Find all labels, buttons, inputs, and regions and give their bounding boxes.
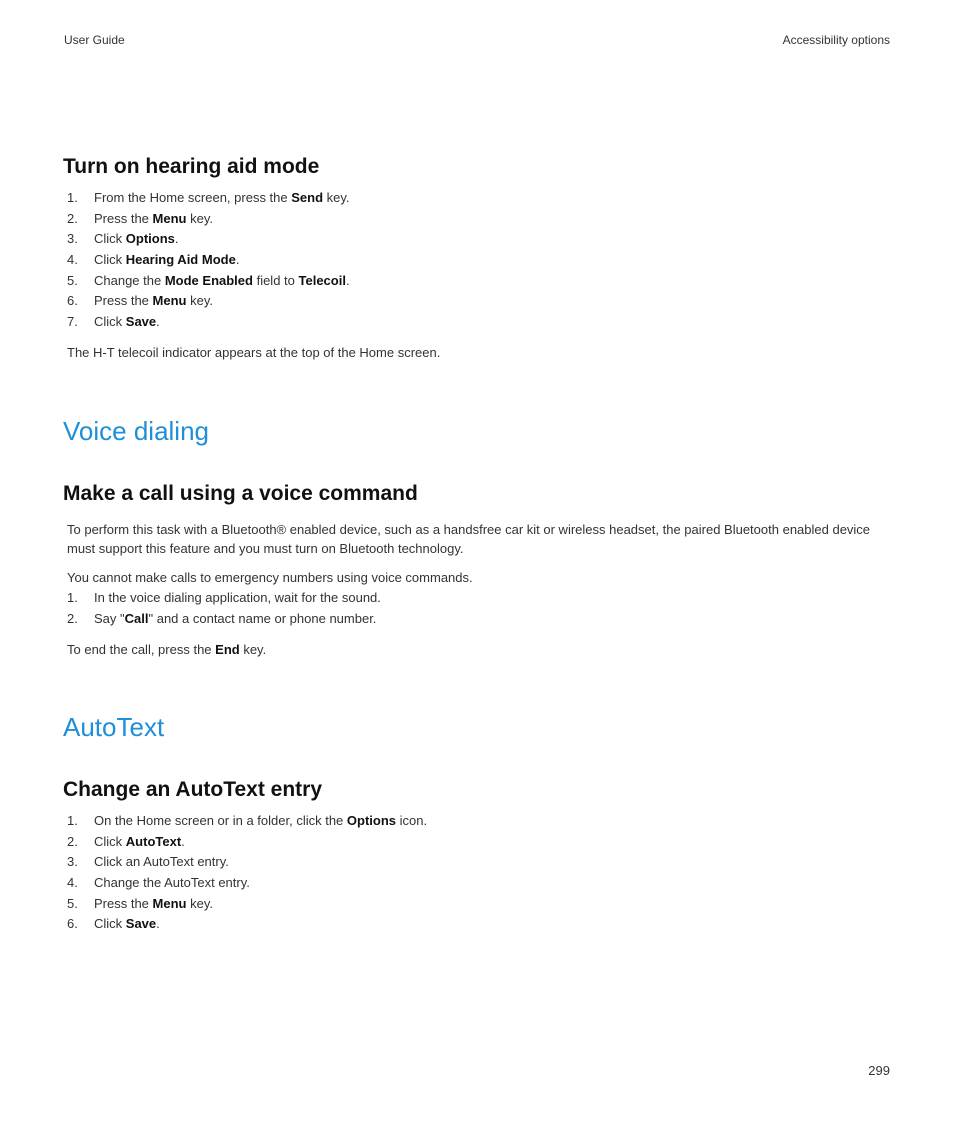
step-number: 3. (67, 854, 78, 870)
step-number: 2. (67, 833, 78, 849)
voice-dialing-note: You cannot make calls to emergency numbers using voice commands. (67, 570, 473, 585)
step-bold: Hearing Aid Mode (125, 252, 236, 268)
step-bold: AutoText (125, 833, 182, 849)
step-number: 2. (67, 210, 78, 226)
running-header-section: Accessibility options (782, 33, 890, 47)
step-text-mid: field to (252, 272, 299, 288)
running-header-title: User Guide (64, 33, 125, 47)
step-text: On the Home screen or in a folder, click the (94, 813, 347, 828)
list-item (67, 852, 427, 873)
step-text-end: . (156, 916, 160, 932)
step-text: Click (94, 916, 126, 932)
heading-autotext: AutoText (63, 712, 165, 742)
hearing-aid-steps (67, 188, 350, 333)
end-key-label: End (215, 642, 240, 657)
voice-dialing-steps (67, 588, 381, 629)
step-text: Say " (94, 610, 125, 626)
step-text: In the voice dialing application, wait for the sound. (94, 590, 381, 605)
end-call-text: To end the call, press the (67, 642, 216, 657)
step-number: 4. (67, 875, 78, 891)
list-item (67, 832, 427, 853)
step-number: 5. (67, 272, 78, 288)
step-number: 5. (67, 895, 78, 911)
step-number: 2. (67, 610, 78, 626)
step-text-end: . (156, 314, 160, 330)
step-number: 6. (67, 916, 78, 932)
step-bold: Options (346, 813, 397, 828)
list-item (67, 271, 350, 292)
step-text-end: key. (186, 210, 213, 226)
list-item (67, 894, 427, 915)
step-text: Click (94, 833, 126, 849)
step-text-end: key. (186, 293, 213, 309)
list-item (67, 873, 427, 894)
step-number: 1. (67, 813, 78, 828)
step-text: Press the (94, 895, 153, 911)
list-item (67, 914, 427, 935)
step-text: From the Home screen, press the (94, 190, 292, 205)
step-text-end: . (235, 252, 240, 268)
step-bold: Mode Enabled (164, 272, 253, 288)
step-bold: Menu (152, 210, 187, 226)
step-text-end: . (181, 833, 185, 849)
heading-make-a-call: Make a call using a voice command (63, 482, 418, 505)
step-number: 1. (67, 590, 78, 605)
step-bold: Save (125, 314, 157, 330)
end-call-text-end: key. (239, 642, 267, 657)
list-item (67, 312, 350, 333)
step-text-end: key. (186, 895, 213, 911)
step-number: 3. (67, 231, 78, 247)
step-number: 7. (67, 314, 78, 330)
step-number: 4. (67, 252, 78, 268)
step-bold: Menu (152, 293, 187, 309)
step-text: Press the (94, 293, 153, 309)
step-text: Click (94, 252, 126, 268)
step-bold: Save (125, 916, 157, 932)
hearing-aid-result: The H-T telecoil indicator appears at the top of the Home screen. (67, 345, 441, 360)
heading-turn-on-hearing-aid-mode: Turn on hearing aid mode (63, 155, 320, 178)
autotext-steps (67, 811, 427, 935)
list-item (67, 811, 427, 832)
step-number: 6. (67, 293, 78, 309)
list-item (67, 609, 381, 630)
step-number: 1. (67, 190, 78, 205)
step-text-end: key. (323, 190, 350, 205)
step-text: Press the (94, 210, 153, 226)
step-text-end: . (345, 272, 350, 288)
step-text: Change the (94, 272, 165, 288)
list-item (67, 588, 381, 609)
step-text: Change the AutoText entry. (94, 875, 250, 891)
step-text-end: . (174, 231, 179, 247)
list-item (67, 250, 350, 271)
page-number: 299 (868, 1063, 890, 1078)
list-item (67, 209, 350, 230)
step-bold: Menu (152, 895, 187, 911)
step-bold: Call (124, 610, 149, 626)
list-item (67, 188, 350, 209)
step-bold: Options (125, 231, 175, 247)
end-call-instruction (67, 640, 897, 659)
step-text: Click an AutoText entry. (94, 854, 229, 870)
step-text-end: icon. (396, 813, 428, 828)
list-item (67, 229, 350, 250)
step-text: Click (94, 231, 126, 247)
heading-voice-dialing: Voice dialing (63, 416, 209, 446)
list-item (67, 291, 350, 312)
step-text: Click (94, 314, 126, 330)
step-bold-2: Telecoil (298, 272, 346, 288)
step-text-end: " and a contact name or phone number. (148, 610, 377, 626)
step-bold: Send (291, 190, 324, 205)
heading-change-autotext-entry: Change an AutoText entry (63, 778, 323, 801)
voice-dialing-intro: To perform this task with a Bluetooth® enabled device, such as a handsfree car kit or wireless headset, the paired Bluetooth enabled device must support this feature and you must turn on Bluetooth technology. (67, 522, 871, 556)
